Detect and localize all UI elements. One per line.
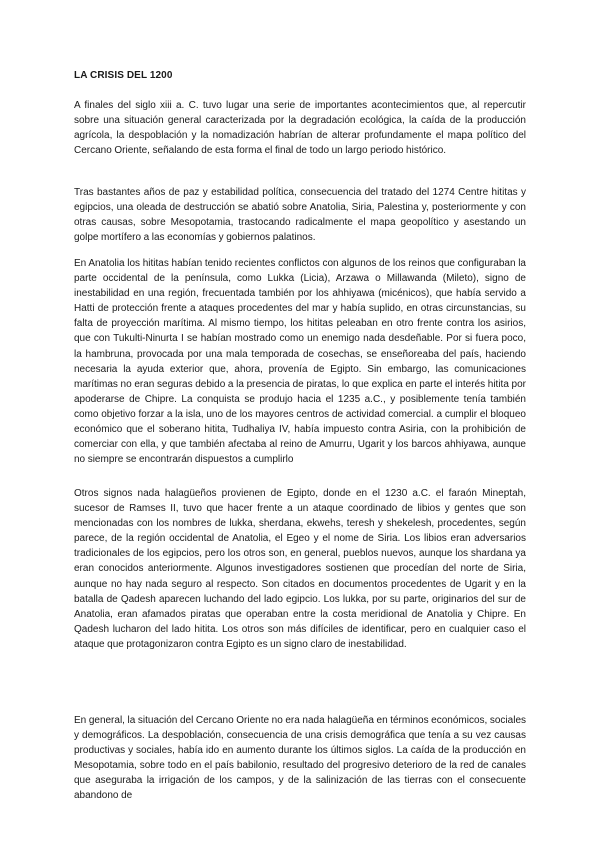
paragraph-3: En Anatolia los hititas habían tenido recientes conflictos con algunos de los reinos que configuraban la parte occidental de la península, como Lukka (Licia), Arzawa o Millawanda (Mileto), signo de inestabilidad en una región, frecuentada también por los ahhiyawa (micénicos), que había servido a Hatti de protección frente a ataques procedentes del mar y había suplido, en otras circunstancias, su falta de proyección marítima. Al mismo tiempo, los hititas peleaban en otro frente contra los asirios, que con Tukulti-Ninurta I se habían mostrado como un enemigo nada desdeñable. Por si fuera poco, la hambruna, provocada por una mala temporada de cosechas, se enseñoreaba del país, haciendo necesaria la ayuda exterior que, ahora, provenía de Egipto. Sin embargo, las comunicaciones marítimas no eran seguras debido a la presencia de piratas, lo que explica en parte el interés hitita por apoderarse de Chipre. La conquista se produjo hacia el 1235 a.C., y posiblemente tenía también como objetivo forzar a la isla, uno de los mayores centros de actividad comercial. a cumplir el bloqueo económico que el soberano hitita, Tudhaliya IV, había impuesto contra Asiria, con la prohibición de comerciar con ella, y que también afectaba al reino de Amurru, Ugarit y los barcos ahhiyawa, aunque no siempre se encontrarán dispuestos a cumplirlo — [74, 258, 526, 466]
document-title: LA CRISIS DEL 1200 — [74, 70, 173, 81]
paragraph-1: A finales del siglo xiii a. C. tuvo lugar una serie de importantes acontecimientos que, al repercutir sobre una situación general caracterizada por la degradación ecológica, la caída de la producción agrícola, la despoblación y la nomadización habrían de alterar profundamente el mapa político del Cercano Oriente, señalando de esta forma el final de todo un largo periodo histórico. — [74, 100, 526, 157]
paragraph-2: Tras bastantes años de paz y estabilidad política, consecuencia del tratado del 1274 Centre hititas y egipcios, una oleada de destrucción se abatió sobre Anatolia, Siria, Palestina y, posteriormente y con otras causas, sobre Mesopotamia, trastocando radicalmente el mapa geopolítico y asestando un golpe mortífero a las economías y gobiernos palatinos. — [74, 187, 526, 244]
paragraph-5: En general, la situación del Cercano Oriente no era nada halagüeña en términos económicos, sociales y demográficos. La despoblación, consecuencia de una crisis demográfica que tenía a su vez causas productivas y sociales, había ido en aumento durante los últimos siglos. La caída de la producción en Mesopotamia, sobre todo en el país babilonio, resultado del progresivo deterioro de la red de canales que aseguraba la irrigación de los campos, y de la salinización de las tierras con el consecuente abandono de — [74, 715, 526, 802]
paragraph-4: Otros signos nada halagüeños provienen de Egipto, donde en el 1230 a.C. el faraón Mineptah, sucesor de Ramses II, tuvo que hacer frente a un ataque coordinado de libios y gentes que son mencionadas con los nombres de lukka, sherdana, ekwehs, teresh y shekelesh, procedentes, según parece, de la región occidental de Anatolia, el Egeo y el nome de Siria. Los libios eran adversarios tradicionales de los egipcios, pero los otros son, en general, pueblos nuevos, aunque los shardana ya eran conocidos anteriormente. Algunos investigadores sostienen que procedían del norte de Siria, aunque no hay nada seguro al respecto. Son citados en documentos procedentes de Ugarit y en la batalla de Qadesh aparecen luchando del lado egipcio. Los lukka, por su parte, originarios del sur de Anatolia, eran afamados piratas que operaban entre la costa meridional de Anatolia y Chipre. En Qadesh lucharon del lado hitita. Los otros son más difíciles de identificar, pero en cualquier caso el ataque que protagonizaron contra Egipto es un signo claro de inestabilidad. — [74, 488, 526, 650]
